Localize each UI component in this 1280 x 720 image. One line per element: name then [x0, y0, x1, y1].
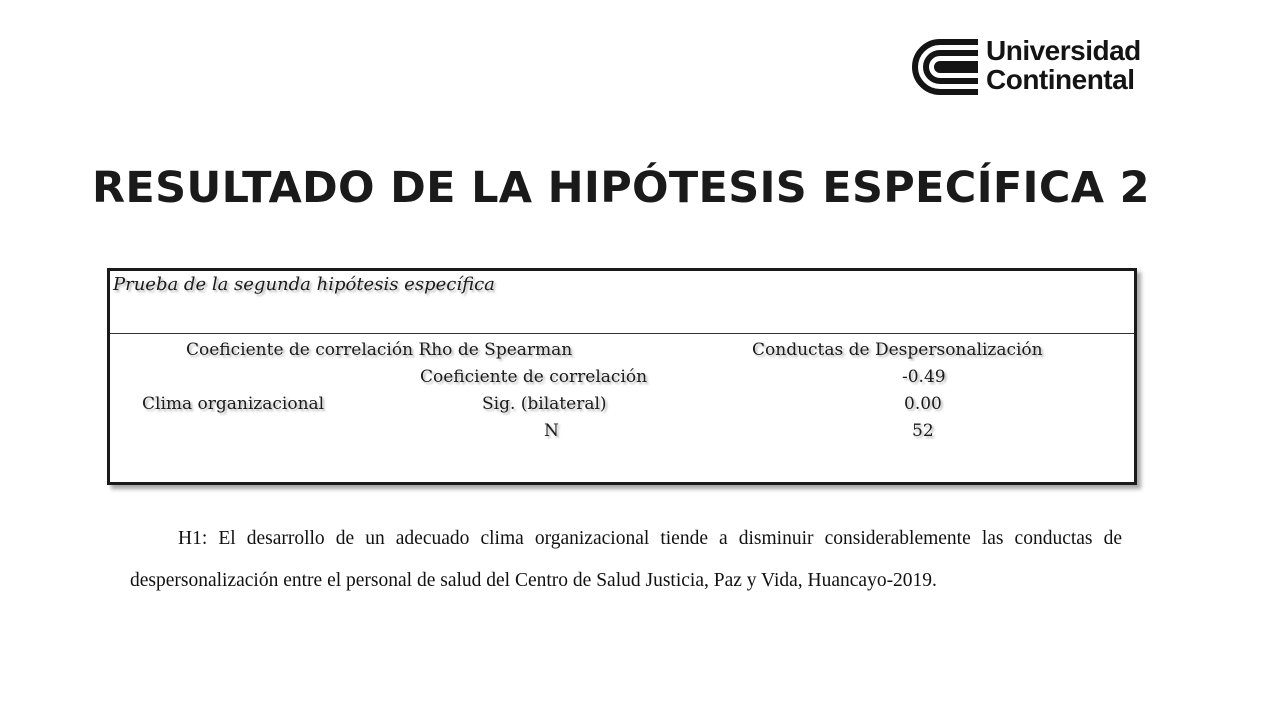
logo-wordmark	[986, 36, 1141, 94]
universidad-continental-mark-icon	[910, 38, 982, 96]
results-table-figure	[107, 268, 1137, 485]
table-stat-value: -0.49	[902, 367, 946, 387]
table-caption: Prueba de la segunda hipótesis específica	[113, 274, 495, 295]
table-row-label: Clima organizacional	[142, 394, 325, 414]
table-header-right: Conductas de Despersonalización	[752, 340, 1043, 360]
table-stat-label: Coeficiente de correlación	[420, 367, 648, 387]
logo-line-1: Universidad	[986, 35, 1141, 66]
page-title: RESULTADO DE LA HIPÓTESIS ESPECÍFICA 2	[92, 163, 1150, 213]
table-stat-value: 52	[912, 421, 934, 441]
logo-line-2: Continental	[986, 64, 1135, 95]
table-stat-value: 0.00	[904, 394, 942, 414]
hypothesis-paragraph: H1: El desarrollo de un adecuado clima organizacional tiende a disminuir considerablemente las conductas de despersonalización entre el personal de salud del Centro de Salud Justicia, Paz y Vida, Huancayo-2019.	[130, 528, 1122, 591]
table-header-left: Coeficiente de correlación Rho de Spearman	[186, 340, 573, 360]
table-stat-label: N	[544, 421, 559, 441]
table-stat-label: Sig. (bilateral)	[482, 394, 607, 414]
university-logo	[910, 36, 1160, 98]
table-divider	[110, 333, 1134, 334]
